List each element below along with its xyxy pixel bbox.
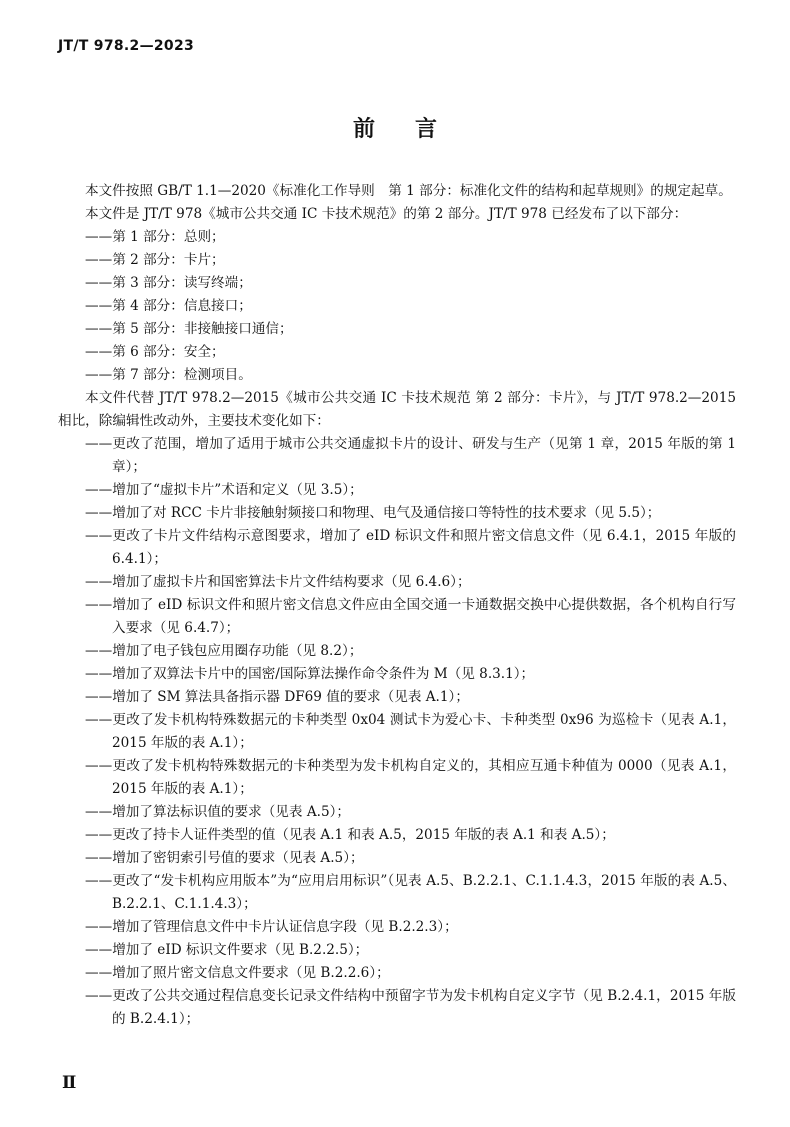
change-list-item: ——增加了算法标识值的要求（见表 A.5）； — [85, 804, 350, 820]
change-list-item: ——增加了双算法卡片中的国密/国际算法操作命令条件为 M（见 8.3.1）； — [85, 666, 535, 682]
change-list-item: ——增加了 eID 标识文件和照片密文信息文件应由全国交通一卡通数据交换中心提供数据，各个机构自行写入要求（见 6.4.7）； — [85, 597, 736, 636]
document-body — [58, 180, 736, 1031]
change-list-item: ——更改了公共交通过程信息变长记录文件结构中预留字节为发卡机构自定义字节（见 B.2.4.1，2015 年版的 B.2.4.1）； — [85, 988, 736, 1027]
change-list-item: ——增加了虚拟卡片和国密算法卡片文件结构要求（见 6.4.6）； — [85, 574, 471, 590]
change-list-item: ——增加了管理信息文件中卡片认证信息字段（见 B.2.2.3）； — [85, 919, 458, 935]
change-list-item: ——增加了 SM 算法具备指示器 DF69 值的要求（见表 A.1）； — [85, 689, 469, 705]
page-title: 前言 — [352, 117, 477, 142]
change-list-item: ——更改了范围，增加了适用于城市公共交通虚拟卡片的设计、研发与生产（见第 1 章，2015 年版的第 1 章）； — [85, 436, 736, 475]
change-list-item: ——增加了密钥索引号值的要求（见表 A.5）； — [85, 850, 364, 866]
page-number: Ⅱ — [62, 1073, 77, 1093]
part-list-item: ——第 6 部分：安全； — [85, 344, 225, 360]
part-list-item: ——第 2 部分：卡片； — [85, 252, 225, 268]
change-list-item: ——增加了 eID 标识文件要求（见 B.2.2.5）； — [85, 942, 369, 958]
intro-paragraph: 本文件按照 GB/T 1.1—2020《标准化工作导则 第 1 部分：标准化文件的结构和起草规则》的规定起草。 — [85, 183, 732, 199]
part-list-item: ——第 1 部分：总则； — [85, 229, 225, 245]
change-list-item: ——更改了卡片文件结构示意图要求，增加了 eID 标识文件和照片密文信息文件（见 6.4.1，2015 年版的 6.4.1）； — [85, 528, 736, 567]
change-list-item: ——增加了对 RCC 卡片非接触射频接口和物理、电气及通信接口等特性的技术要求（见 5.5）； — [85, 505, 661, 521]
change-list-item: ——更改了发卡机构特殊数据元的卡种类型 0x04 测试卡为爱心卡、卡种类型 0x96 为巡检卡（见表 A.1，2015 年版的表 A.1）； — [85, 712, 736, 751]
change-list-item: ——更改了持卡人证件类型的值（见表 A.1 和表 A.5，2015 年版的表 A.1 和表 A.5）； — [85, 827, 615, 843]
standard-code: JT/T 978.2—2023 — [58, 38, 195, 54]
part-list-item: ——第 4 部分：信息接口； — [85, 298, 252, 314]
change-list-item: ——增加了“虚拟卡片”术语和定义（见 3.5）； — [85, 482, 363, 498]
change-list-item: ——更改了发卡机构特殊数据元的卡种类型为发卡机构自定义的，其相应互通卡种值为 0000（见表 A.1，2015 年版的表 A.1）； — [85, 758, 736, 797]
replace-statement: 本文件代替 JT/T 978.2—2015《城市公共交通 IC 卡技术规范 第 2 部分：卡片》，与 JT/T 978.2—2015 相比，除编辑性改动外，主要技术变化如下： — [58, 390, 736, 429]
part-list-item: ——第 5 部分：非接触接口通信； — [85, 321, 293, 337]
change-list-item: ——增加了照片密文信息文件要求（见 B.2.2.6）； — [85, 965, 390, 981]
part-list-item: ——第 3 部分：读写终端； — [85, 275, 252, 291]
change-list-item: ——增加了电子钱包应用圈存功能（见 8.2）； — [85, 643, 363, 659]
intro-paragraph: 本文件是 JT/T 978《城市公共交通 IC 卡技术规范》的第 2 部分。JT/T 978 已经发布了以下部分： — [85, 206, 688, 222]
part-list-item: ——第 7 部分：检测项目。 — [85, 367, 252, 383]
change-list-item: ——更改了“发卡机构应用版本”为“应用启用标识”（见表 A.5、B.2.2.1、C.1.1.4.3，2015 年版的表 A.5、B.2.2.1、C.1.1.4.3）； — [85, 873, 736, 912]
